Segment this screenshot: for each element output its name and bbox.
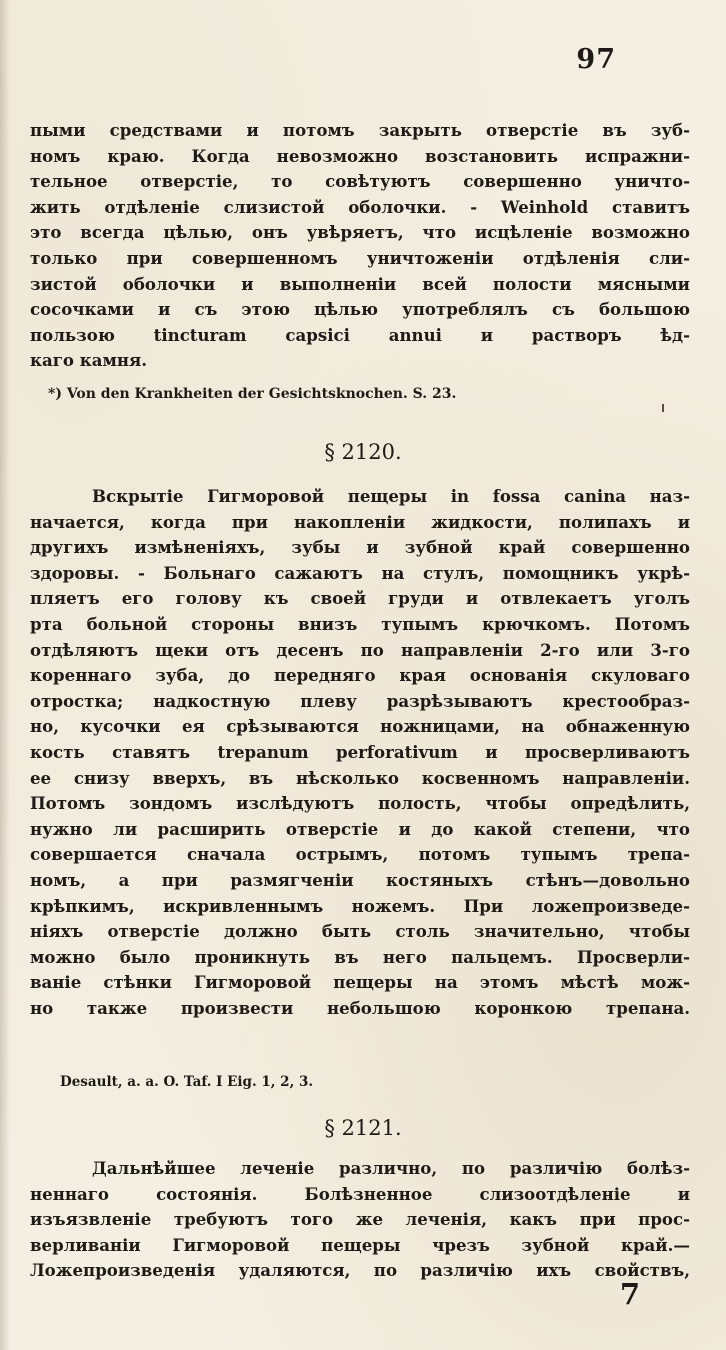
text-line: совершается сначала острымъ, потомъ тупымъ трепа- [30, 844, 690, 865]
page-binding-shadow [0, 0, 10, 1350]
text-line: тельное отверстіе, то совѣтуютъ совершенно уничто- [30, 171, 690, 192]
text-line: номъ, а при размягченіи костяныхъ стѣнъ—довольно [30, 869, 690, 890]
text-line: только при совершенномъ уничтоженіи отдѣленія сли- [30, 247, 690, 268]
text-line: но также произвести небольшою коронкою трепана. [30, 997, 690, 1018]
text-line: нужно ли расширить отверстіе и до какой степени, что [30, 818, 690, 839]
text-line: кость ставятъ trepanum perforativum и просверливаютъ [30, 741, 690, 762]
text-line: ваніе стѣнки Гигморовой пещеры на этомъ мѣстѣ мож- [30, 972, 690, 993]
text-line: отростка; надкостную плеву разрѣзываютъ крестообраз- [30, 690, 690, 711]
text-line: крѣпкимъ, искривленнымъ ножемъ. При ложепроизведе- [30, 895, 690, 916]
section-heading: § 2121. [324, 1116, 402, 1140]
text-line: кореннаго зуба, до передняго края основанія скуловаго [30, 665, 690, 686]
text-line: отдѣляютъ щеки отъ десенъ по направленіи 2-го или 3-го [30, 639, 690, 660]
text-line: неннаго состоянія. Болѣзненное слизоотдѣленіе и [30, 1183, 690, 1204]
paragraph-1 [30, 118, 690, 374]
section-heading: § 2120. [324, 440, 402, 464]
signature-mark: 7 [619, 1277, 640, 1311]
reference-note: Desault, a. a. O. Taf. I Eig. 1, 2, 3. [60, 1074, 314, 1090]
text-line: это всегда цѣлью, онъ увѣряетъ, что исцѣленіе возможно [30, 222, 690, 243]
text-line: ніяхъ отверстіе должно быть столь значительно, чтобы [30, 921, 690, 942]
text-line: но, кусочки ея срѣзываются ножницами, на обнаженную [30, 716, 690, 737]
text-line: жить отдѣленіе слизистой оболочки. - Weinhold ставитъ [30, 196, 690, 217]
text-line: пользою tincturam capsici annui и растворъ ѣд- [30, 324, 690, 345]
text-line: верливаніи Гигморовой пещеры чрезъ зубной край.— [30, 1234, 690, 1255]
text-line: зистой оболочки и выполненіи всей полости мясными [30, 273, 690, 294]
text-line: изъязвленіе требуютъ того же леченія, какъ при прос- [30, 1209, 690, 1230]
text-line: другихъ измѣненіяхъ, зубы и зубной край совершенно [30, 537, 690, 558]
page-number: 97 [576, 44, 616, 75]
text-line: ее снизу вверхъ, въ нѣсколько косвенномъ направленіи. [30, 767, 690, 788]
text-line: начается, когда при накопленіи жидкости, полипахъ и [30, 511, 690, 532]
paragraph-2 [30, 484, 690, 1021]
text-line: здоровы. - Больнаго сажаютъ на стулъ, помощникъ укрѣ- [30, 562, 690, 583]
text-line: сосочками и съ этою цѣлью употреблялъ съ большою [30, 299, 690, 320]
text-line: можно было проникнуть въ него пальцемъ. Просверли- [30, 946, 690, 967]
text-line: Вскрытіе Гигморовой пещеры in fossa canina наз- [92, 486, 690, 506]
text-line: номъ краю. Когда невозможно возстановить испражни- [30, 145, 690, 166]
footnote: *) Von den Krankheiten der Gesichtsknochen. S. 23. [48, 386, 457, 402]
text-line: Дальнѣйшее леченіе различно, по различію болѣз- [92, 1158, 690, 1178]
print-mark [662, 404, 664, 412]
text-line: пляетъ его голову къ своей груди и отвлекаетъ уголъ [30, 588, 690, 609]
paragraph-3 [30, 1156, 690, 1284]
text-line: Ложепроизведенія удаляются, по различію ихъ свойствъ, [30, 1260, 690, 1281]
text-line: каго камня. [30, 350, 148, 371]
text-line: Потомъ зондомъ изслѣдуютъ полость, чтобы опредѣлить, [30, 793, 690, 814]
text-line: пыми средствами и потомъ закрыть отверстіе въ зуб- [30, 120, 690, 140]
text-line: рта больной стороны внизъ тупымъ крючкомъ. Потомъ [30, 613, 690, 634]
